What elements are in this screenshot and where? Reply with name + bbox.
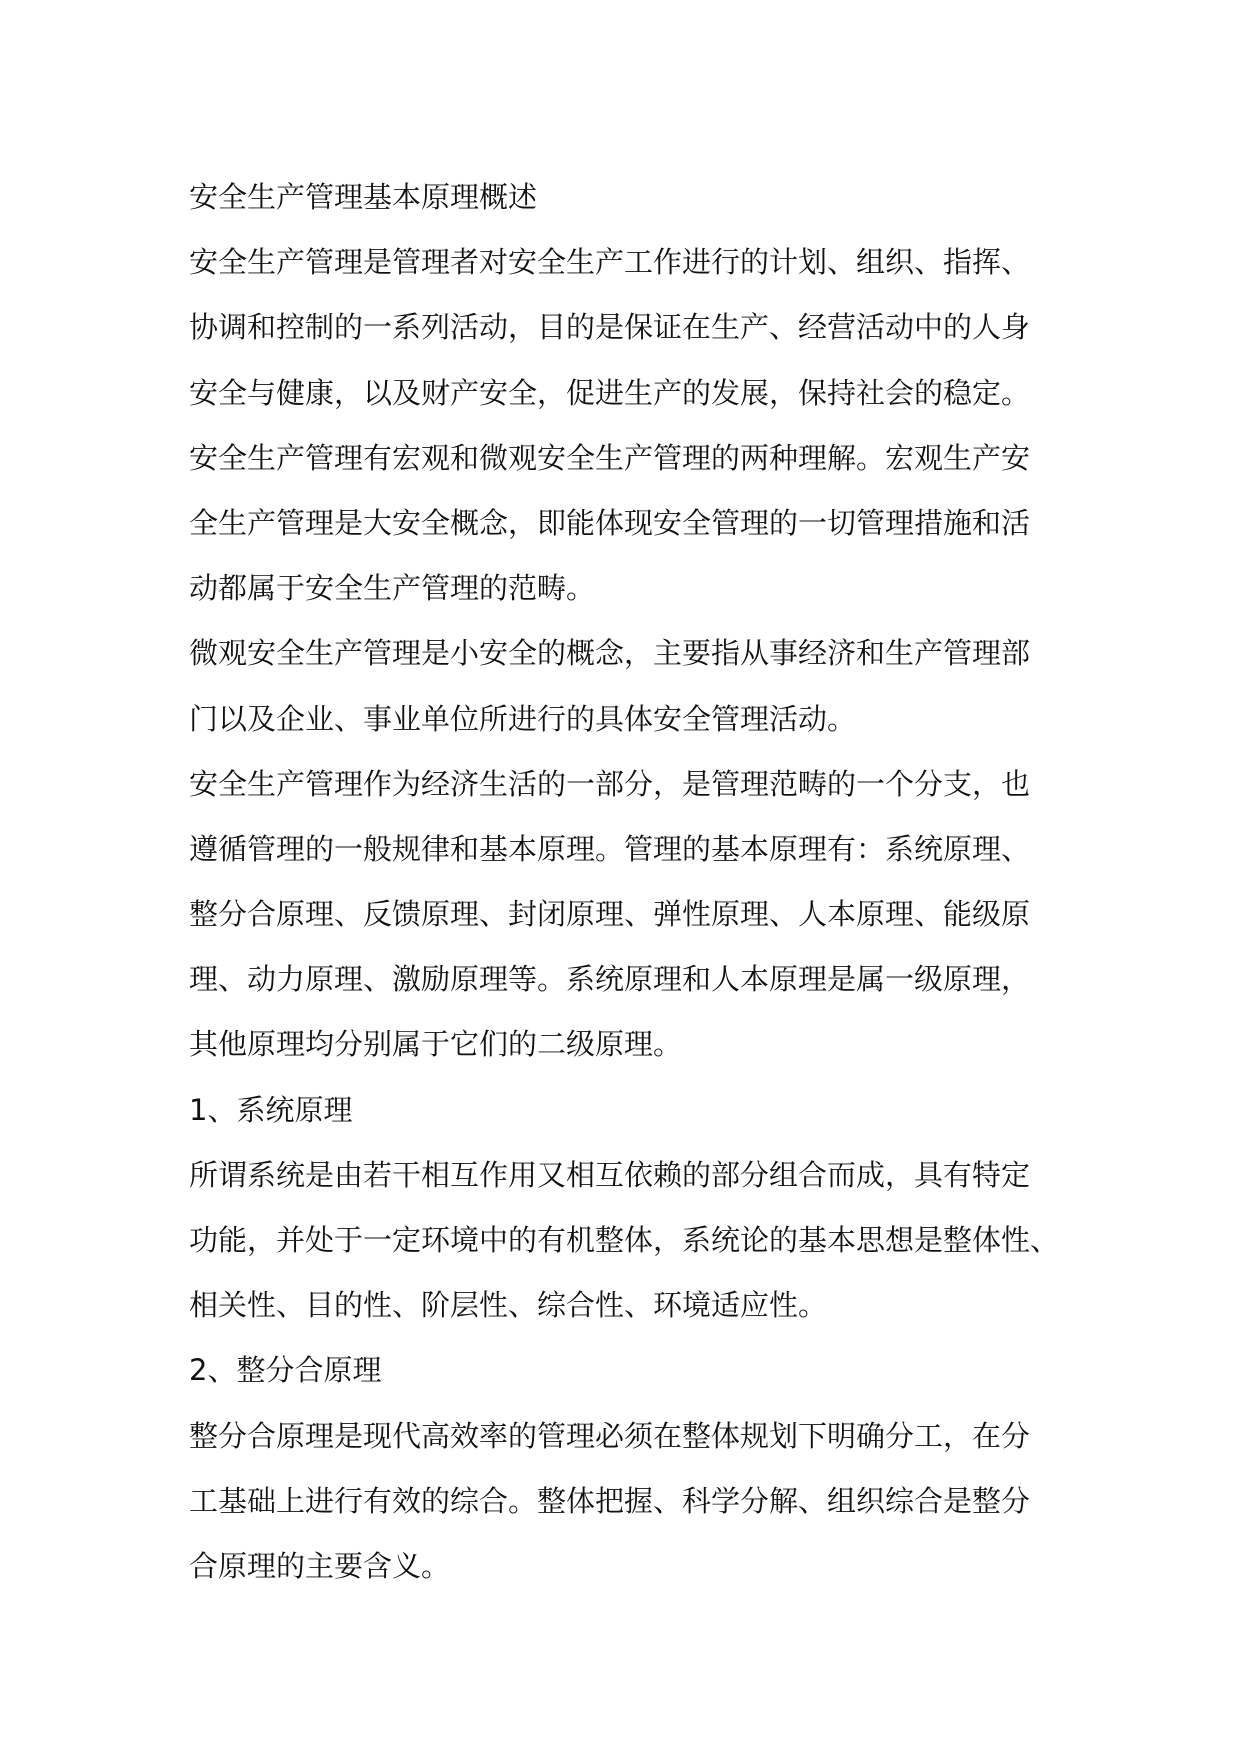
text-line: 微观安全生产管理是小安全的概念，主要指从事经济和生产管理部 (189, 636, 1031, 671)
text-line: 安全生产管理是管理者对安全生产工作进行的计划、组织、指挥、 (189, 245, 1031, 280)
text-line: 协调和控制的一系列活动，目的是保证在生产、经营活动中的人身 (189, 310, 1031, 345)
section-heading: 2、整分合原理 (189, 1353, 382, 1388)
text-line: 整分合原理、反馈原理、封闭原理、弹性原理、人本原理、能级原 (189, 897, 1031, 932)
text-line: 全生产管理是大安全概念，即能体现安全管理的一切管理措施和活 (189, 505, 1031, 540)
text-line: 整分合原理是现代高效率的管理必须在整体规划下明确分工，在分 (189, 1418, 1031, 1453)
section-heading: 1、系统原理 (189, 1092, 353, 1127)
text-line: 安全生产管理有宏观和微观安全生产管理的两种理解。宏观生产安 (189, 440, 1031, 475)
text-line: 相关性、目的性、阶层性、综合性、环境适应性。 (189, 1288, 828, 1323)
text-line: 理、动力原理、激励原理等。系统原理和人本原理是属一级原理， (189, 962, 1031, 997)
text-line: 所谓系统是由若干相互作用又相互依赖的部分组合而成，具有特定 (189, 1157, 1031, 1192)
text-line: 工基础上进行有效的综合。整体把握、科学分解、组织综合是整分 (189, 1483, 1031, 1518)
text-line: 遵循管理的一般规律和基本原理。管理的基本原理有：系统原理、 (189, 831, 1031, 866)
text-line: 动都属于安全生产管理的范畴。 (189, 571, 596, 606)
text-line: 门以及企业、事业单位所进行的具体安全管理活动。 (189, 701, 857, 736)
document-title: 安全生产管理基本原理概述 (189, 180, 538, 214)
text-line: 其他原理均分别属于它们的二级原理。 (189, 1027, 683, 1062)
text-line: 功能，并处于一定环境中的有机整体，系统论的基本思想是整体性、 (189, 1223, 1060, 1257)
text-line: 合原理的主要含义。 (189, 1548, 451, 1583)
document-body (189, 165, 1059, 1599)
text-line: 安全与健康，以及财产安全，促进生产的发展，保持社会的稳定。 (189, 375, 1031, 410)
text-line: 安全生产管理作为经济生活的一部分，是管理范畴的一个分支，也 (189, 766, 1031, 801)
